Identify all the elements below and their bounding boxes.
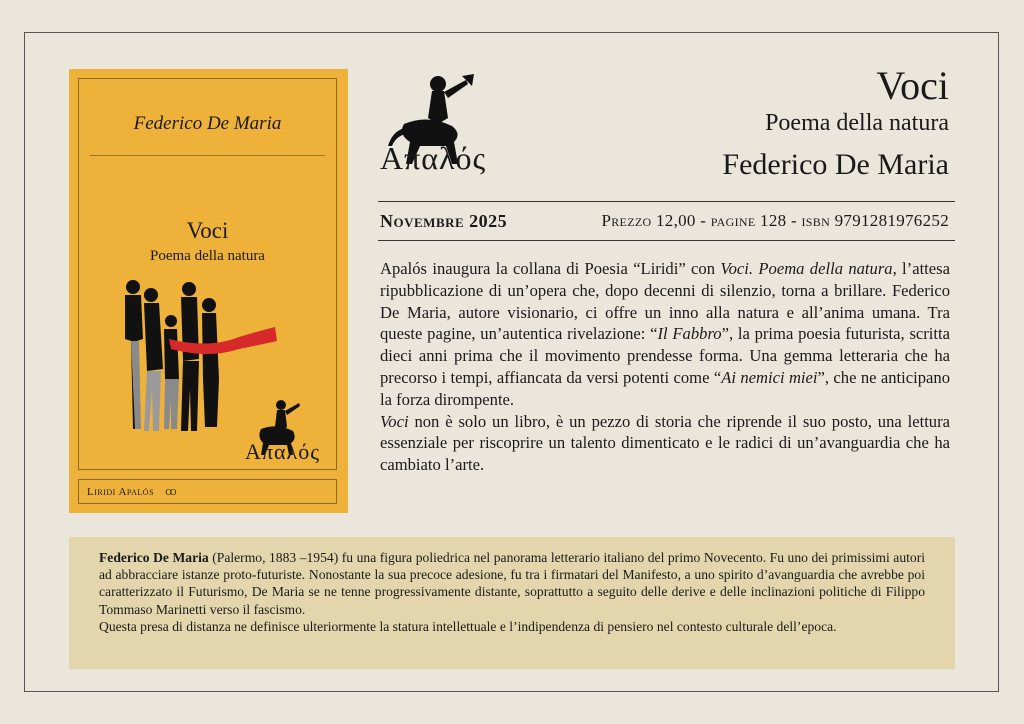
description-paragraph: Apalós inaugura la collana di Poesia “Liridi” con Voci. Poema della natura, l’attesa ripubblicazione di un’opera che, dopo decenni di silenzio, torna a brillare. Federico De Maria, autore visionario, ci offre un inno alla natura e all’anima umana. Tra queste pagine, un’autentica rivelazione: “Il Fabbro”, la prima poesia futurista, scritta dieci anni prima che il movimento prendesse forma. Una gemma letteraria che ha precorso i tempi, affiancata da versi potenti come “Ai nemici miei”, che ne anticipano la forza dirompente. xyxy=(380,259,950,409)
bio-paragraph: Questa presa di distanza ne definisce ulteriormente la statura intellettuale e l’indipendenza di pensiero nel contesto culturale dell’epoca. xyxy=(99,618,837,634)
top-rule xyxy=(378,201,955,202)
book-author: Federico De Maria xyxy=(722,148,949,181)
cover-series-bar xyxy=(78,479,337,504)
price: Prezzo 12,00 xyxy=(601,211,696,230)
book-subtitle: Poema della natura xyxy=(765,110,949,136)
bio-name: Federico De Maria xyxy=(99,550,209,565)
cover-publisher-name: Απαλός xyxy=(245,439,320,464)
book-description xyxy=(380,258,950,476)
cover-author: Federico De Maria xyxy=(133,113,282,134)
page-count: pagine 128 xyxy=(710,211,787,230)
cover-divider xyxy=(90,155,325,156)
book-title: Voci xyxy=(876,63,949,108)
author-bio xyxy=(69,537,955,669)
bottom-rule xyxy=(378,240,955,241)
book-meta: Prezzo 12,00 - pagine 128 - isbn 9791281976252 xyxy=(601,211,949,230)
release-date: Novembre 2025 xyxy=(380,211,508,231)
cover-title: Voci xyxy=(186,218,229,243)
bio-paragraph: Federico De Maria (Palermo, 1883 –1954) fu una figura poliedrica nel panorama letterario italiano del primo Novecento. Fu uno dei primissimi autori ad abbracciare istanze proto-futuriste. Nonostante la sua precoce adesione, fu tra i firmatari del Manifesto, a uno spirito d’avanguardia che avrebbe poi caratterizzato il Futurismo, De Maria se ne tenne progressivamente distante, soprattutto a seguito delle derive e delle inclinazioni politiche di Filippo Tommaso Marinetti verso il fascismo. xyxy=(99,550,925,617)
isbn: isbn 9791281976252 xyxy=(801,211,949,230)
cover-series-label: Liridi Apalós xyxy=(87,486,155,498)
cover-panel xyxy=(78,78,337,470)
ornament-icon: ꝏ xyxy=(165,484,178,498)
publisher-name: Απαλός xyxy=(380,140,487,176)
cover-subtitle: Poema della natura xyxy=(150,248,265,264)
description-paragraph: Voci non è solo un libro, è un pezzo di storia che riprende il suo posto, una lettura essenziale per riscoprire un talento dimenticato e le radici di un’avanguardia che ha cambiato l’arte. xyxy=(380,411,950,475)
book-cover xyxy=(69,69,348,513)
